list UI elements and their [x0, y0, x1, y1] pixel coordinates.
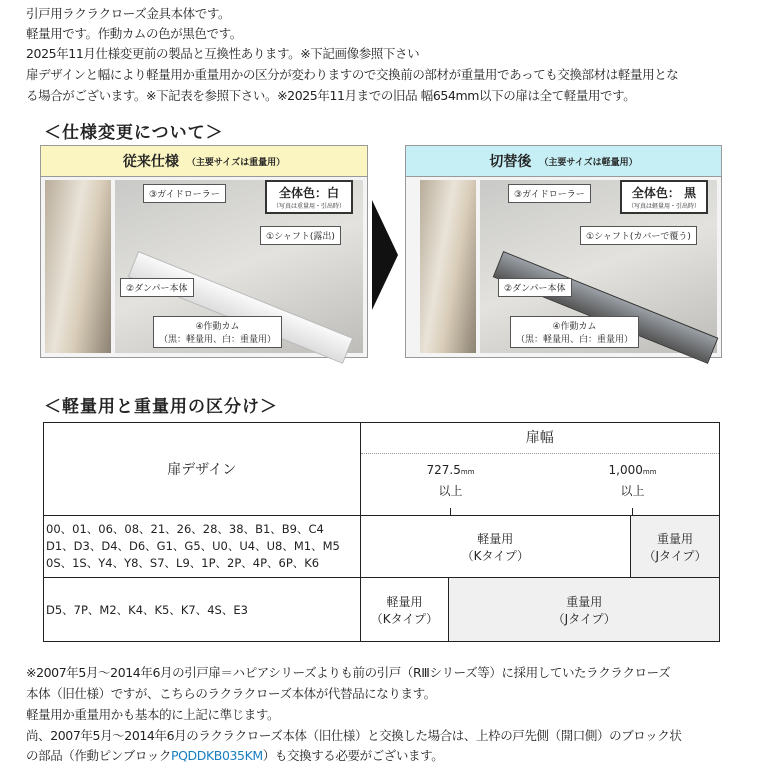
w2-above: 以上 [620, 484, 645, 498]
j-type: （Jタイプ） [643, 548, 707, 563]
row2-light [360, 578, 449, 642]
row1-designs [44, 516, 361, 578]
note-line: ※2007年5月～2014年6月の引戸扉＝ハピアシリーズよりも前の引戸（RⅢシリーズ等）に採用していたラクラクローズ [26, 665, 671, 680]
tick [632, 508, 633, 515]
callout-shaft: ①シャフト(露出) [260, 226, 341, 245]
cam-label: ④作動カム [552, 322, 597, 332]
callout-guide-roller: ③ガイドローラー [143, 184, 226, 203]
new-spec-panel [405, 145, 722, 358]
design-line: 00、01、06、08、21、26、28、38、B1、B9、C4 [46, 522, 324, 536]
cam-note: （黒：軽量用、白：重量用） [516, 335, 634, 345]
intro-line: 2025年11月仕様変更前の製品と互換性あります。※下記画像参照下さい [26, 46, 420, 61]
callout-damper-body: ②ダンパー本体 [120, 278, 194, 297]
w1-unit: mm [460, 468, 475, 476]
color-box [620, 180, 708, 214]
new-spec-header [406, 146, 721, 177]
color-label: 全体色：白 [279, 186, 340, 200]
cam-note: （黒：軽量用、白：重量用） [159, 335, 277, 345]
tick [450, 508, 451, 515]
classification-table [43, 422, 720, 642]
old-spec-panel [40, 145, 368, 358]
callout-cam [153, 316, 282, 348]
old-spec-title: 従来仕様 [122, 154, 179, 170]
intro-line: 扉デザインと幅により軽量用か重量用かの区分が変わりますので交換前の部材が重量用であっても交換部材は軽量用とな [26, 67, 679, 82]
callout-guide-roller: ③ガイドローラー [508, 184, 591, 203]
intro-line: る場合がございます。※下記表を参照下さい。※2025年11月までの旧品 幅654mm以下の扉は全て軽量用です。 [26, 88, 636, 103]
section-heading-classification: ＜軽量用と重量用の区分け＞ [44, 397, 278, 417]
part-number-link[interactable]: PQDDKB035KM [170, 748, 263, 763]
damper-photo [115, 180, 363, 353]
intro-line: 軽量用です。作動カムの色が黒色です。 [26, 26, 242, 41]
door-photo [45, 180, 111, 353]
j-type: （Jタイプ） [552, 611, 616, 626]
header-door-width [360, 423, 719, 516]
w1-above: 以上 [438, 484, 463, 498]
row2-heavy [449, 578, 720, 642]
damper-photo [480, 180, 717, 353]
color-note: （写真は重量用・引出時） [273, 203, 346, 210]
heavy-label: 重量用 [566, 594, 603, 609]
old-spec-subtitle: （主要サイズは重量用） [186, 157, 286, 168]
cam-label: ④作動カム [195, 322, 240, 332]
color-label: 全体色： 黒 [631, 186, 697, 200]
note-line [26, 746, 443, 764]
design-line: D1、D3、D4、D6、G1、G5、U0、U4、U8、M1、M5 [46, 539, 340, 553]
callout-damper-body: ②ダンパー本体 [498, 278, 572, 297]
light-label: 軽量用 [477, 531, 514, 546]
row1-light [360, 516, 631, 578]
note-line: 本体（旧仕様）ですが、こちらのラクラクローズ本体が代替品になります。 [26, 686, 436, 701]
heavy-label: 重量用 [657, 531, 694, 546]
design-line: 0S、1S、Y4、Y8、S7、L9、1P、2P、4P、6P、K6 [46, 556, 320, 570]
note-line: 軽量用か重量用かも基本的に上記に準じます。 [26, 707, 280, 722]
row2-designs: D5、7P、M2、K4、K5、K7、4S、E3 [44, 578, 361, 642]
new-spec-subtitle: （主要サイズは軽量用） [539, 157, 638, 168]
color-box [265, 180, 353, 214]
w1-value: 727.5 [426, 463, 461, 477]
door-photo [420, 180, 476, 353]
w2-value: 1,000 [608, 463, 643, 477]
row1-heavy [631, 516, 720, 578]
k-type: （Kタイプ） [461, 548, 529, 563]
door-width-label: 扉幅 [361, 423, 719, 454]
header-door-design: 扉デザイン [44, 423, 361, 516]
note-text: の部品（作動ピンブロック [26, 748, 171, 763]
new-spec-title: 切替後 [489, 154, 532, 170]
k-type: （Kタイプ） [370, 611, 439, 626]
note-text: ）も交換する必要がございます。 [262, 748, 444, 763]
color-note: （写真は軽量用・引出時） [628, 203, 701, 210]
arrow-shaft [372, 228, 384, 282]
section-heading-spec-change: ＜仕様変更について＞ [44, 123, 224, 143]
width-threshold-2 [603, 461, 663, 501]
callout-cam [510, 316, 639, 348]
w2-unit: mm [642, 468, 657, 476]
note-line: 尚、2007年5月～2014年6月のラクラクローズ本体（旧仕様）と交換した場合は、上枠の戸先側（開口側）のブロック状 [26, 728, 682, 743]
intro-line: 引戸用ラクラクローズ金具本体です。 [26, 6, 231, 21]
width-threshold-1 [421, 461, 481, 501]
callout-shaft: ①シャフト(カバーで覆う) [580, 226, 697, 245]
light-label: 軽量用 [386, 594, 423, 609]
old-spec-header [41, 146, 367, 177]
